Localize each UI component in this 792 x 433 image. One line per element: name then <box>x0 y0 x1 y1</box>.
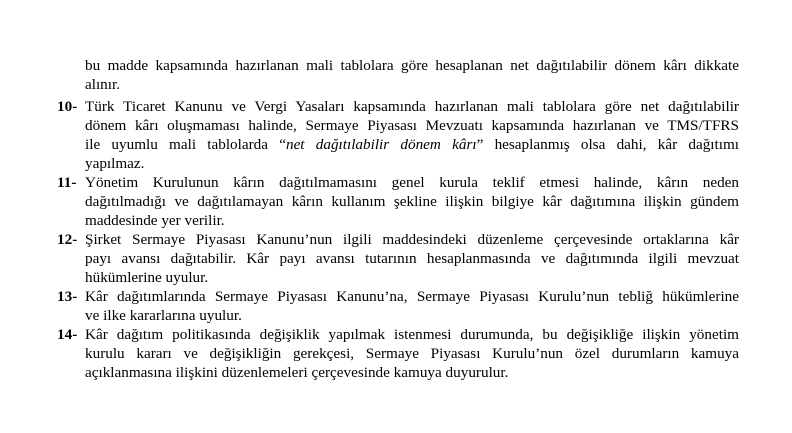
paragraph-line: açıklanmasına ilişkini düzenlemeleri çerçevesinde kamuya duyurulur. <box>85 364 509 381</box>
paragraph-line: ve ilke kararlarına uyulur. <box>85 307 242 324</box>
paragraph-line: Şirket Sermaye Piyasası Kanunu’nun ilgili maddesindeki düzenleme çerçevesinde ortaklarına kâr <box>85 231 739 248</box>
paragraph-line: alınır. <box>85 76 121 93</box>
item-number: 14- <box>57 326 78 343</box>
paragraph-line: payı avansı dağıtabilir. Kâr payı avansı tutarının hesaplanmasında ve dağıtımında ilgili mevzuat <box>85 250 739 267</box>
item-number: 10- <box>57 98 78 115</box>
paragraph-line <box>85 135 739 154</box>
paragraph-line: kurulu kararı ve değişikliğin gerekçesi, Sermaye Piyasası Kurulu’nun özel durumların kamuya <box>85 345 739 362</box>
paragraph-line: Kâr dağıtım politikasında değişiklik yapılmak istenmesi durumunda, bu değişikliğe ilişkin yönetim <box>85 326 739 343</box>
line-text: ile uyumlu mali tablolarda “ <box>85 136 286 153</box>
item-number: 12- <box>57 231 78 248</box>
paragraph-line: yapılmaz. <box>85 155 145 172</box>
paragraph-line: dönem kârı oluşmaması halinde, Sermaye Piyasası Mevzuatı kapsamında hazırlanan ve TMS/TFRS <box>85 117 739 134</box>
paragraph-line: Yönetim Kurulunun kârın dağıtılmamasını genel kurula teklif etmesi halinde, kârın neden <box>85 174 739 191</box>
paragraph-line: maddesinde yer verilir. <box>85 212 225 229</box>
paragraph-line: Kâr dağıtımlarında Sermaye Piyasası Kanunu’na, Sermaye Piyasası Kurulu’nun tebliğ hükümlerine <box>85 288 739 305</box>
italic-term: net dağıtılabilir dönem kârı <box>285 136 477 153</box>
paragraph-line: bu madde kapsamında hazırlanan mali tablolara göre hesaplanan net dağıtılabilir dönem kârı dikkate <box>85 57 739 74</box>
item-number: 13- <box>57 288 78 305</box>
item-number: 11- <box>57 174 77 191</box>
paragraph-line: dağıtılmadığı ve dağıtılamayan kârın kullanım şekline ilişkin bilgiye kâr dağıtımına ilişkin gündem <box>85 193 739 210</box>
line-text: ” hesaplanmış olsa dahi, kâr dağıtımı <box>476 136 739 153</box>
paragraph-line: hükümlerine uyulur. <box>85 269 209 286</box>
paragraph-line: Türk Ticaret Kanunu ve Vergi Yasaları kapsamında hazırlanan mali tablolara göre net dağıtılabilir <box>85 98 739 115</box>
